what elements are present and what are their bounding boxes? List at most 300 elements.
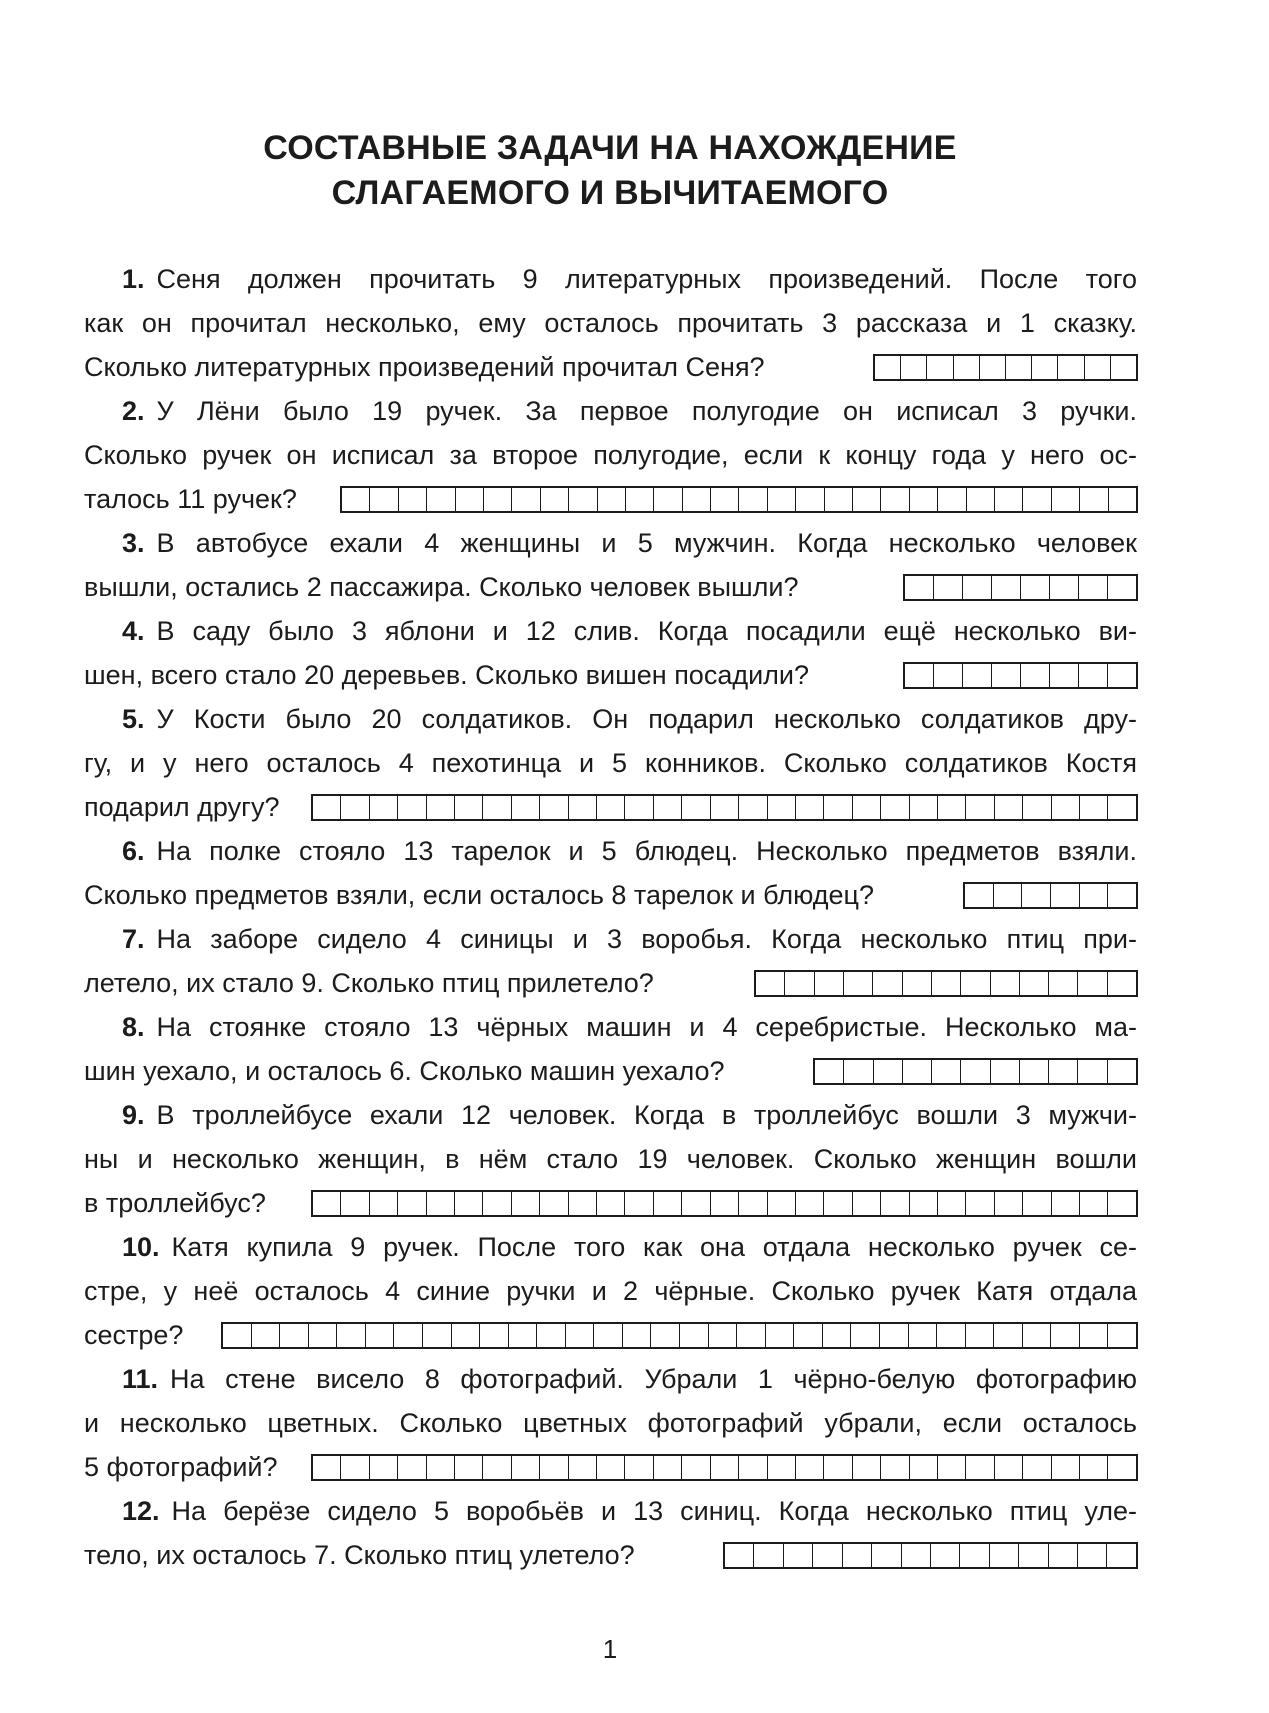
answer-cell[interactable]: [1022, 488, 1050, 511]
answer-cell[interactable]: [1022, 1324, 1051, 1347]
problem-text: в троллейбус?: [84, 1188, 266, 1218]
answer-cell[interactable]: [393, 1324, 422, 1347]
answer-cell[interactable]: [1050, 884, 1079, 907]
answer-cell[interactable]: [962, 664, 991, 687]
answer-cell[interactable]: [823, 796, 851, 819]
answer-cells-7[interactable]: [754, 970, 1138, 997]
problem-text: и несколько цветных. Сколько цветных фотографий убрали, если осталось: [84, 1408, 1137, 1438]
answer-cell[interactable]: [1048, 1060, 1077, 1083]
answer-cell[interactable]: [1018, 1544, 1047, 1567]
answer-cell[interactable]: [455, 488, 483, 511]
answer-cell[interactable]: [681, 1456, 709, 1479]
answer-cell[interactable]: [875, 356, 900, 379]
answer-cell[interactable]: [937, 796, 965, 819]
answer-cell[interactable]: [879, 1324, 908, 1347]
answer-cell[interactable]: [482, 1456, 510, 1479]
problem-text: У Кости было 20 солдатиков. Он подарил несколько солдатиков дру-: [156, 704, 1137, 734]
answer-cell[interactable]: [812, 1544, 841, 1567]
answer-cell[interactable]: [1051, 796, 1079, 819]
answer-cells-12[interactable]: [723, 1542, 1138, 1569]
answer-cell[interactable]: [824, 488, 852, 511]
answer-cell[interactable]: [597, 488, 625, 511]
answer-cells-5[interactable]: [311, 794, 1138, 821]
problem-text: В троллейбусе ехали 12 человек. Когда в троллейбус вошли 3 мужчи-: [156, 1100, 1137, 1130]
answer-cell[interactable]: [873, 1060, 902, 1083]
answer-cell[interactable]: [843, 972, 872, 995]
answer-cell[interactable]: [926, 356, 952, 379]
answer-cell[interactable]: [483, 488, 511, 511]
answer-cell[interactable]: [1049, 664, 1078, 687]
problem-text: На заборе сидело 4 синицы и 3 воробья. Когда несколько птиц при-: [156, 924, 1137, 954]
answer-cell[interactable]: [568, 1456, 596, 1479]
answer-cell[interactable]: [852, 796, 880, 819]
answer-cell[interactable]: [960, 972, 989, 995]
answer-cell[interactable]: [313, 796, 340, 819]
answer-cell[interactable]: [880, 796, 908, 819]
answer-cell[interactable]: [426, 488, 454, 511]
answer-cell[interactable]: [1078, 576, 1107, 599]
answer-cell[interactable]: [736, 1324, 765, 1347]
answer-cell[interactable]: [682, 488, 710, 511]
answer-cell[interactable]: [710, 1456, 738, 1479]
problem-3-line-2: [84, 570, 799, 604]
answer-cell[interactable]: [767, 1192, 795, 1215]
problem-5-line-1: [122, 702, 1137, 736]
answer-cell[interactable]: [880, 488, 908, 511]
answer-cell[interactable]: [369, 796, 397, 819]
answer-cell[interactable]: [1051, 488, 1079, 511]
answer-cell[interactable]: [872, 972, 901, 995]
answer-cell[interactable]: [991, 576, 1020, 599]
problem-number: 11.: [122, 1364, 159, 1394]
answer-cell[interactable]: [653, 1456, 681, 1479]
answer-cell[interactable]: [1021, 884, 1050, 907]
problem-text: талось 11 ручек?: [84, 484, 297, 514]
problem-10-line-2: [84, 1274, 1137, 1308]
answer-cell[interactable]: [795, 1456, 823, 1479]
answer-cell[interactable]: [681, 796, 709, 819]
answer-cell[interactable]: [369, 1456, 397, 1479]
answer-cell[interactable]: [539, 1192, 567, 1215]
answer-cell[interactable]: [511, 1192, 539, 1215]
answer-cell[interactable]: [965, 796, 993, 819]
answer-cell[interactable]: [511, 488, 539, 511]
problem-text: тело, их осталось 7. Сколько птиц улетело?: [84, 1540, 635, 1570]
problem-number: 7.: [122, 924, 145, 954]
answer-cell[interactable]: [1048, 972, 1077, 995]
problem-text: Сеня должен прочитать 9 литературных произведений. После того: [156, 264, 1137, 294]
answer-cell[interactable]: [1108, 488, 1136, 511]
answer-cell[interactable]: [1005, 356, 1031, 379]
answer-cell[interactable]: [1050, 1324, 1079, 1347]
answer-cell[interactable]: [397, 1192, 425, 1215]
answer-cell[interactable]: [508, 1324, 537, 1347]
answer-cell[interactable]: [1049, 576, 1078, 599]
problem-text: Катя купила 9 ручек. После того как она отдала несколько ручек се-: [171, 1232, 1137, 1262]
problem-number: 12.: [122, 1496, 160, 1526]
answer-cell[interactable]: [738, 1192, 766, 1215]
answer-cell[interactable]: [1107, 1060, 1136, 1083]
answer-cell[interactable]: [1107, 576, 1136, 599]
answer-cell[interactable]: [251, 1324, 280, 1347]
answer-cell[interactable]: [823, 1192, 851, 1215]
problem-text: На берёзе сидело 5 воробьёв и 13 синиц. Когда несколько птиц уле-: [171, 1496, 1137, 1526]
answer-cell[interactable]: [482, 796, 510, 819]
answer-cell[interactable]: [852, 1192, 880, 1215]
answer-cell[interactable]: [902, 972, 931, 995]
answer-cell[interactable]: [313, 1456, 340, 1479]
answer-cell[interactable]: [710, 1192, 738, 1215]
problem-number: 1.: [122, 264, 145, 294]
answer-cell[interactable]: [1051, 1456, 1079, 1479]
problem-text: У Лёни было 19 ручек. За первое полугодие он исписал 3 ручки.: [156, 396, 1137, 426]
problem-text: В саду было 3 яблони и 12 слив. Когда посадили ещё несколько ви-: [156, 616, 1137, 646]
answer-cell[interactable]: [852, 1456, 880, 1479]
answer-cell[interactable]: [624, 1456, 652, 1479]
problem-number: 5.: [122, 704, 145, 734]
answer-cell[interactable]: [880, 1456, 908, 1479]
problem-10-line-3: [84, 1318, 183, 1352]
answer-cell[interactable]: [479, 1324, 508, 1347]
answer-cell[interactable]: [1084, 356, 1110, 379]
problem-text: подарил другу?: [84, 792, 280, 822]
answer-cell[interactable]: [993, 1324, 1022, 1347]
answer-cell[interactable]: [979, 356, 1005, 379]
answer-cell[interactable]: [725, 1544, 753, 1567]
answer-cell[interactable]: [454, 796, 482, 819]
answer-cell[interactable]: [937, 1456, 965, 1479]
problem-number: 10.: [122, 1232, 160, 1262]
answer-cell[interactable]: [653, 796, 681, 819]
answer-cell[interactable]: [1107, 972, 1136, 995]
answer-cell[interactable]: [823, 1456, 851, 1479]
answer-cells-8[interactable]: [813, 1058, 1138, 1085]
answer-cell[interactable]: [966, 488, 994, 511]
answer-cell[interactable]: [1048, 1544, 1077, 1567]
answer-cell[interactable]: [313, 1192, 340, 1215]
answer-cell[interactable]: [989, 1544, 1018, 1567]
answer-cell[interactable]: [814, 972, 843, 995]
answer-cell[interactable]: [308, 1324, 337, 1347]
answer-cell[interactable]: [482, 1192, 510, 1215]
answer-cell[interactable]: [426, 1456, 454, 1479]
answer-cell[interactable]: [369, 488, 397, 511]
answer-cell[interactable]: [1107, 1456, 1135, 1479]
answer-cell[interactable]: [937, 1192, 965, 1215]
answer-cell[interactable]: [795, 796, 823, 819]
problem-8-line-2: [84, 1054, 725, 1088]
answer-cell[interactable]: [767, 1456, 795, 1479]
answer-cell[interactable]: [593, 1324, 622, 1347]
answer-cell[interactable]: [650, 1324, 679, 1347]
problem-text: шен, всего стало 20 деревьев. Сколько вишен посадили?: [84, 660, 810, 690]
answer-cell[interactable]: [365, 1324, 394, 1347]
answer-cell[interactable]: [993, 884, 1022, 907]
problem-9-line-3: [84, 1186, 266, 1220]
answer-cell[interactable]: [1077, 1544, 1106, 1567]
answer-cell[interactable]: [422, 1324, 451, 1347]
answer-cell[interactable]: [279, 1324, 308, 1347]
problem-text: Сколько предметов взяли, если осталось 8 тарелок и блюдец?: [84, 880, 875, 910]
answer-cell[interactable]: [765, 1324, 794, 1347]
answer-cell[interactable]: [909, 488, 937, 511]
answer-cell[interactable]: [1107, 664, 1136, 687]
answer-cell[interactable]: [511, 1456, 539, 1479]
problem-text: сестре?: [84, 1320, 184, 1350]
answer-cell[interactable]: [901, 1544, 930, 1567]
answer-cells-11[interactable]: [311, 1454, 1138, 1481]
answer-cell[interactable]: [933, 664, 962, 687]
answer-cell[interactable]: [342, 488, 369, 511]
problem-number: 9.: [122, 1100, 145, 1130]
answer-cell[interactable]: [1020, 664, 1049, 687]
answer-cell[interactable]: [842, 1544, 871, 1567]
problem-1-line-1: [122, 262, 1137, 296]
answer-cell[interactable]: [850, 1324, 879, 1347]
answer-cell[interactable]: [965, 1192, 993, 1215]
answer-cell[interactable]: [622, 1324, 651, 1347]
problem-text: шин уехало, и осталось 6. Сколько машин уехало?: [84, 1056, 725, 1086]
answer-cell[interactable]: [962, 576, 991, 599]
answer-cell[interactable]: [624, 796, 652, 819]
answer-cell[interactable]: [909, 1192, 937, 1215]
answer-cell[interactable]: [398, 488, 426, 511]
problem-10-line-1: [122, 1230, 1137, 1264]
answer-cell[interactable]: [738, 1456, 766, 1479]
answer-cell[interactable]: [336, 1324, 365, 1347]
answer-cell[interactable]: [908, 1324, 937, 1347]
answer-cell[interactable]: [900, 356, 926, 379]
problem-3-line-1: [122, 526, 1137, 560]
answer-cell[interactable]: [902, 1060, 931, 1083]
answer-cell[interactable]: [454, 1456, 482, 1479]
answer-cell[interactable]: [340, 1456, 368, 1479]
answer-cell[interactable]: [1051, 1192, 1079, 1215]
page-title-line-1: СОСТАВНЫЕ ЗАДАЧИ НА НАХОЖДЕНИЕ: [263, 129, 957, 167]
problem-number: 3.: [122, 528, 145, 558]
problem-text: летело, их стало 9. Сколько птиц прилетело?: [84, 968, 654, 998]
problem-1-line-3: [84, 350, 765, 384]
answer-cell[interactable]: [936, 1324, 965, 1347]
problem-1-line-2: [84, 306, 1137, 340]
answer-cell[interactable]: [815, 1060, 843, 1083]
answer-cell[interactable]: [930, 1544, 959, 1567]
problem-number: 2.: [122, 396, 145, 426]
problem-7-line-1: [122, 922, 1137, 956]
problem-12-line-2: [84, 1538, 635, 1572]
answer-cell[interactable]: [937, 488, 965, 511]
answer-cell[interactable]: [565, 1324, 594, 1347]
answer-cell[interactable]: [795, 488, 823, 511]
answer-cell[interactable]: [568, 1192, 596, 1215]
answer-cell[interactable]: [708, 1324, 737, 1347]
answer-cell[interactable]: [1022, 1192, 1050, 1215]
answer-cell[interactable]: [767, 796, 795, 819]
answer-cells-10[interactable]: [221, 1322, 1138, 1349]
answer-cell[interactable]: [679, 1324, 708, 1347]
answer-cell[interactable]: [965, 884, 993, 907]
problem-text: Сколько ручек он исписал за второе полугодие, если к концу года у него ос-: [84, 440, 1137, 470]
answer-cell[interactable]: [426, 1192, 454, 1215]
problem-2-line-1: [122, 394, 1137, 428]
answer-cell[interactable]: [511, 796, 539, 819]
answer-cell[interactable]: [1107, 796, 1135, 819]
answer-cell[interactable]: [1019, 972, 1048, 995]
answer-cell[interactable]: [1020, 576, 1049, 599]
answer-cell[interactable]: [990, 1060, 1019, 1083]
answer-cell[interactable]: [1079, 1192, 1107, 1215]
answer-cell[interactable]: [653, 488, 681, 511]
answer-cell[interactable]: [843, 1060, 872, 1083]
answer-cell[interactable]: [965, 1324, 994, 1347]
page-title-line-2: СЛАГАЕМОГО И ВЫЧИТАЕМОГО: [331, 174, 889, 212]
answer-cell[interactable]: [994, 1456, 1022, 1479]
answer-cell[interactable]: [596, 796, 624, 819]
answer-cell[interactable]: [753, 1544, 782, 1567]
answer-cell[interactable]: [710, 796, 738, 819]
problem-number: 6.: [122, 836, 145, 866]
answer-cell[interactable]: [738, 796, 766, 819]
answer-cell[interactable]: [1022, 1456, 1050, 1479]
answer-cell[interactable]: [596, 1456, 624, 1479]
answer-cell[interactable]: [767, 488, 795, 511]
answer-cell[interactable]: [340, 796, 368, 819]
answer-cell[interactable]: [1079, 796, 1107, 819]
problem-11-line-3: [84, 1450, 278, 1484]
answer-cell[interactable]: [953, 356, 979, 379]
problem-8-line-1: [122, 1010, 1137, 1044]
answer-cell[interactable]: [1107, 1192, 1135, 1215]
answer-cell[interactable]: [871, 1544, 900, 1567]
answer-cell[interactable]: [1079, 1324, 1108, 1347]
answer-cell[interactable]: [1022, 796, 1050, 819]
answer-cell[interactable]: [1078, 664, 1107, 687]
answer-cell[interactable]: [681, 1192, 709, 1215]
answer-cell[interactable]: [340, 1192, 368, 1215]
problem-5-line-2: [84, 746, 1137, 780]
problem-4-line-2: [84, 658, 809, 692]
problem-9-line-1: [122, 1098, 1137, 1132]
answer-cell[interactable]: [369, 1192, 397, 1215]
answer-cell[interactable]: [397, 796, 425, 819]
answer-cell[interactable]: [539, 796, 567, 819]
answer-cell[interactable]: [933, 576, 962, 599]
answer-cell[interactable]: [959, 1544, 988, 1567]
answer-cells-4[interactable]: [903, 662, 1138, 689]
answer-cell[interactable]: [909, 796, 937, 819]
problem-number: 8.: [122, 1012, 145, 1042]
answer-cell[interactable]: [1019, 1060, 1048, 1083]
answer-cell[interactable]: [1077, 972, 1106, 995]
problem-6-line-2: [84, 878, 874, 912]
problem-12-line-1: [122, 1494, 1137, 1528]
answer-cells-3[interactable]: [903, 574, 1138, 601]
answer-cell[interactable]: [539, 1456, 567, 1479]
problem-7-line-2: [84, 966, 654, 1000]
answer-cells-2[interactable]: [340, 486, 1138, 513]
answer-cell[interactable]: [1079, 1456, 1107, 1479]
answer-cell[interactable]: [426, 796, 454, 819]
answer-cell[interactable]: [397, 1456, 425, 1479]
problem-text: вышли, остались 2 пассажира. Сколько человек вышли?: [84, 572, 799, 602]
answer-cell[interactable]: [1110, 356, 1136, 379]
answer-cell[interactable]: [540, 488, 568, 511]
problem-text: как он прочитал несколько, ему осталось прочитать 3 рассказа и 1 сказку.: [84, 308, 1137, 338]
answer-cell[interactable]: [1106, 1544, 1135, 1567]
answer-cell[interactable]: [991, 664, 1020, 687]
problem-text: На полке стояло 13 тарелок и 5 блюдец. Несколько предметов взяли.: [156, 836, 1137, 866]
answer-cell[interactable]: [880, 1192, 908, 1215]
problem-text: На стоянке стояло 13 чёрных машин и 4 серебристые. Несколько ма-: [156, 1012, 1137, 1042]
answer-cell[interactable]: [994, 488, 1022, 511]
answer-cell[interactable]: [909, 1456, 937, 1479]
answer-cells-6[interactable]: [963, 882, 1138, 909]
problem-text: На стене висело 8 фотографий. Убрали 1 чёрно-белую фотографию: [170, 1364, 1137, 1394]
answer-cell[interactable]: [990, 972, 1019, 995]
answer-cell[interactable]: [795, 1192, 823, 1215]
answer-cell[interactable]: [596, 1192, 624, 1215]
answer-cell[interactable]: [965, 1456, 993, 1479]
answer-cell[interactable]: [784, 972, 813, 995]
problem-text: ны и несколько женщин, в нём стало 19 человек. Сколько женщин вошли: [84, 1144, 1137, 1174]
problem-5-line-3: [84, 790, 280, 824]
problem-text: В автобусе ехали 4 женщины и 5 мужчин. Когда несколько человек: [156, 528, 1137, 558]
answer-cell[interactable]: [568, 796, 596, 819]
answer-cell[interactable]: [960, 1060, 989, 1083]
answer-cell[interactable]: [994, 796, 1022, 819]
answer-cells-9[interactable]: [311, 1190, 1138, 1217]
problem-6-line-1: [122, 834, 1137, 868]
answer-cell[interactable]: [905, 576, 933, 599]
problem-11-line-2: [84, 1406, 1137, 1440]
answer-cell[interactable]: [931, 972, 960, 995]
answer-cell[interactable]: [568, 488, 596, 511]
answer-cell[interactable]: [822, 1324, 851, 1347]
answer-cell[interactable]: [1107, 1324, 1136, 1347]
answer-cell[interactable]: [454, 1192, 482, 1215]
answer-cell[interactable]: [852, 488, 880, 511]
problem-2-line-2: [84, 438, 1137, 472]
answer-cell[interactable]: [1107, 884, 1136, 907]
answer-cell[interactable]: [625, 488, 653, 511]
problem-number: 4.: [122, 616, 145, 646]
page-number: 1: [602, 1634, 618, 1664]
answer-cell[interactable]: [1079, 884, 1108, 907]
problem-text: Сколько литературных произведений прочитал Сеня?: [84, 352, 765, 382]
answer-cell[interactable]: [624, 1192, 652, 1215]
answer-cell[interactable]: [653, 1192, 681, 1215]
answer-cell[interactable]: [1031, 356, 1057, 379]
answer-cell[interactable]: [756, 972, 784, 995]
answer-cell[interactable]: [451, 1324, 480, 1347]
answer-cell[interactable]: [783, 1544, 812, 1567]
answer-cells-1[interactable]: [873, 354, 1138, 381]
answer-cell[interactable]: [1057, 356, 1083, 379]
answer-cell[interactable]: [931, 1060, 960, 1083]
answer-cell[interactable]: [1079, 488, 1107, 511]
problem-text: 5 фотографий?: [84, 1452, 278, 1482]
answer-cell[interactable]: [905, 664, 933, 687]
problem-9-line-2: [84, 1142, 1137, 1176]
answer-cell[interactable]: [994, 1192, 1022, 1215]
answer-cell[interactable]: [738, 488, 766, 511]
answer-cell[interactable]: [536, 1324, 565, 1347]
problem-text: стре, у неё осталось 4 синие ручки и 2 чёрные. Сколько ручек Катя отдала: [84, 1276, 1137, 1306]
answer-cell[interactable]: [1077, 1060, 1106, 1083]
answer-cell[interactable]: [223, 1324, 251, 1347]
answer-cell[interactable]: [793, 1324, 822, 1347]
answer-cell[interactable]: [710, 488, 738, 511]
